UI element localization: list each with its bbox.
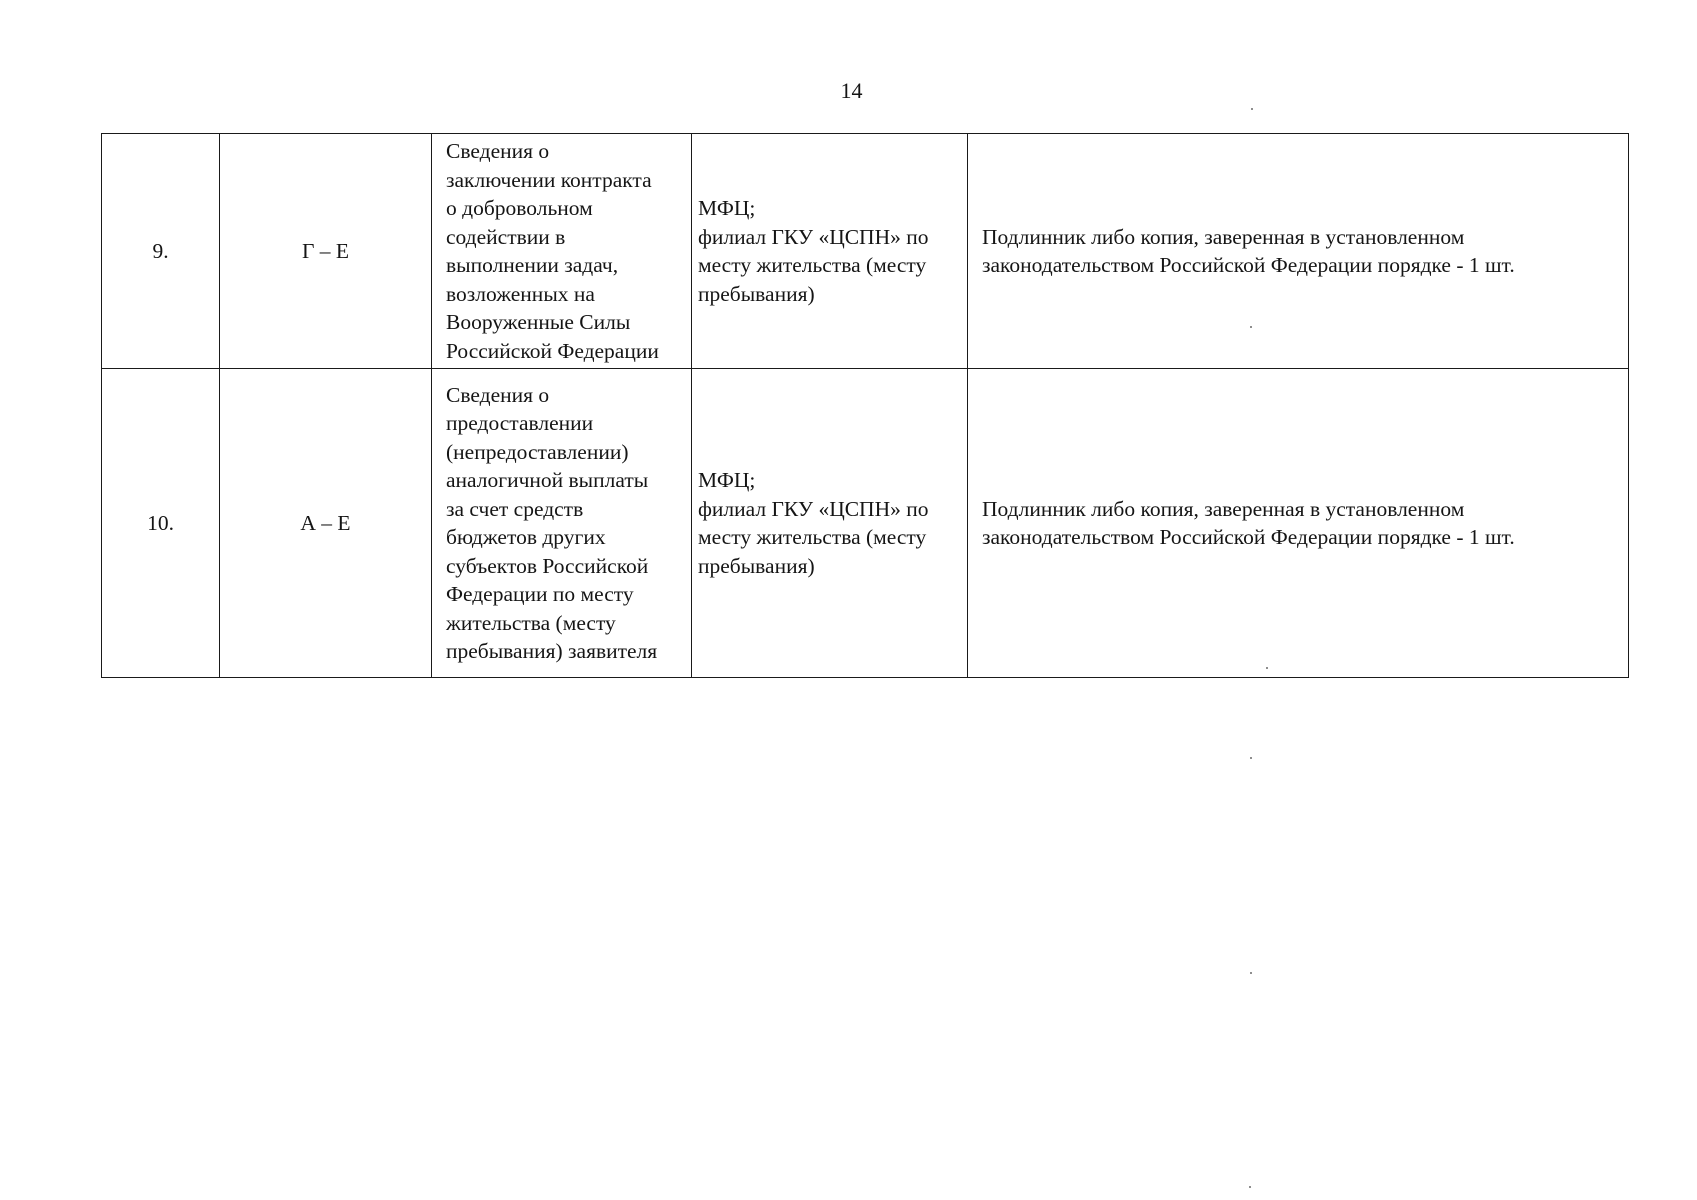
document-info-line: заключении контракта bbox=[446, 167, 652, 192]
document-info-line: бюджетов других bbox=[446, 525, 606, 549]
document-info-line: возложенных на bbox=[446, 281, 595, 306]
scan-speck bbox=[1251, 108, 1253, 110]
document-info-cell bbox=[432, 134, 692, 369]
document-info-line: аналогичной выплаты bbox=[446, 468, 649, 492]
document-info-line: за счет средств bbox=[446, 496, 584, 521]
document-form-cell bbox=[968, 369, 1629, 678]
category-cell: Г – Е bbox=[220, 134, 432, 369]
obtain-place-line: МФЦ; bbox=[698, 468, 756, 492]
obtain-place-line: месту жительства (месту bbox=[698, 525, 927, 549]
document-info-line: выполнении задач, bbox=[446, 253, 619, 277]
obtain-place-line: пребывания) bbox=[698, 553, 815, 578]
document-info-line: предоставлении bbox=[446, 411, 594, 435]
document-info-line: субъектов Российской bbox=[446, 553, 649, 578]
obtain-place-line: МФЦ; bbox=[698, 196, 756, 220]
scan-speck bbox=[1250, 972, 1252, 974]
obtain-place-line: филиал ГКУ «ЦСПН» по bbox=[698, 224, 929, 249]
row-number-cell: 9. bbox=[102, 134, 220, 369]
document-info-line: жительства (месту bbox=[446, 610, 616, 635]
document-info-line: Вооруженные Силы bbox=[446, 310, 631, 334]
document-form-line: законодательством Российской Федерации порядке - 1 шт. bbox=[982, 525, 1515, 549]
obtain-place-cell bbox=[692, 134, 968, 369]
document-info-cell bbox=[432, 369, 692, 678]
obtain-place-line: пребывания) bbox=[698, 281, 815, 306]
row-number-cell: 10. bbox=[102, 369, 220, 678]
scan-speck bbox=[1250, 757, 1252, 759]
category-cell: А – Е bbox=[220, 369, 432, 678]
obtain-place-line: месту жительства (месту bbox=[698, 253, 927, 277]
document-form-cell bbox=[968, 134, 1629, 369]
obtain-place-cell bbox=[692, 369, 968, 678]
document-info-line: (непредоставлении) bbox=[446, 439, 629, 464]
table-row bbox=[102, 369, 1629, 678]
documents-table bbox=[101, 133, 1629, 678]
page-number: 14 bbox=[840, 78, 863, 103]
scan-speck bbox=[1266, 667, 1268, 669]
document-info-line: Сведения о bbox=[446, 139, 550, 163]
scan-speck bbox=[1250, 326, 1252, 328]
document-info-line: Российской Федерации bbox=[446, 338, 659, 363]
table-row bbox=[102, 134, 1629, 369]
document-info-line: пребывания) заявителя bbox=[446, 639, 658, 663]
document-form-line: законодательством Российской Федерации порядке - 1 шт. bbox=[982, 253, 1515, 277]
document-info-line: Сведения о bbox=[446, 382, 550, 407]
document-info-line: содействии в bbox=[446, 224, 566, 249]
document-info-line: о добровольном bbox=[446, 196, 593, 220]
obtain-place-line: филиал ГКУ «ЦСПН» по bbox=[698, 496, 929, 521]
document-info-line: Федерации по месту bbox=[446, 582, 634, 606]
document-form-line: Подлинник либо копия, заверенная в установленном bbox=[982, 224, 1465, 249]
scan-speck bbox=[1249, 1186, 1251, 1188]
document-form-line: Подлинник либо копия, заверенная в установленном bbox=[982, 496, 1465, 521]
